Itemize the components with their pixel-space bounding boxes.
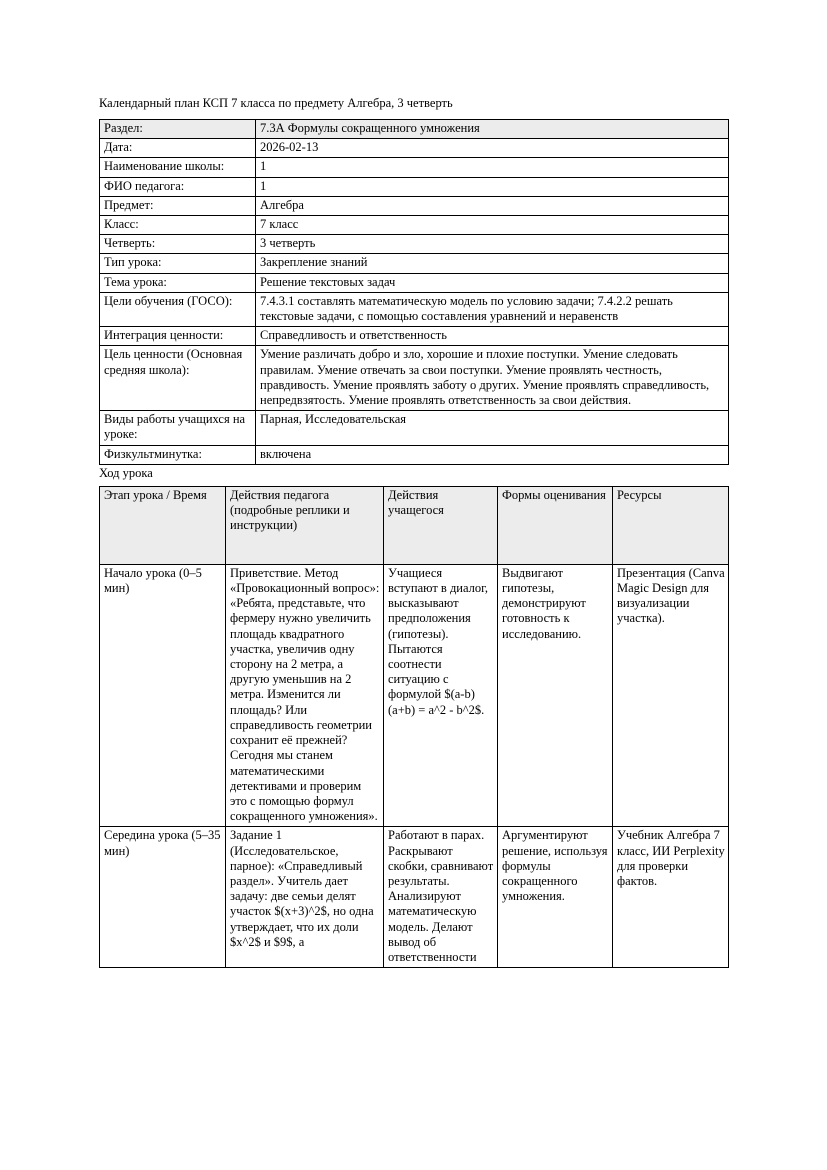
table-row	[100, 827, 729, 968]
cell-resources: Учебник Алгебра 7 класс, ИИ Perplexity для проверки фактов.	[613, 827, 729, 968]
info-label-cell: Физкультминутка:	[100, 445, 256, 464]
info-value-cell: Парная, Исследовательская	[256, 411, 729, 445]
column-header-assessment: Формы оценивания	[498, 486, 613, 564]
table-row	[100, 196, 729, 215]
info-label-cell: Цель ценности (Основная средняя школа):	[100, 346, 256, 411]
info-value-cell: Закрепление знаний	[256, 254, 729, 273]
info-value-cell: 7.4.3.1 составлять математическую модель по условию задачи; 7.4.2.2 решать текстовые задачи, с помощью составления уравнений и неравенств	[256, 292, 729, 326]
info-value-cell: 1	[256, 177, 729, 196]
table-row	[100, 158, 729, 177]
table-row	[100, 564, 729, 826]
column-header-stage: Этап урока / Время	[100, 486, 226, 564]
table-row	[100, 216, 729, 235]
cell-assessment: Выдвигают гипотезы, демонстрируют готовность к исследованию.	[498, 564, 613, 826]
info-label-cell: ФИО педагога:	[100, 177, 256, 196]
cell-stage: Начало урока (0–5 мин)	[100, 564, 226, 826]
info-label-cell: Наименование школы:	[100, 158, 256, 177]
info-label-cell: Класс:	[100, 216, 256, 235]
cell-teacher-actions: Задание 1 (Исследовательское, парное): «Справедливый раздел». Учитель дает задачу: две семьи делят участок $(x+3)^2$, но одна утверждает, что их доли $x^2$ и $9$, а	[226, 827, 384, 968]
table-row	[100, 177, 729, 196]
info-value-cell: 2026-02-13	[256, 139, 729, 158]
table-row	[100, 254, 729, 273]
info-value-cell: 7.3А Формулы сокращенного умножения	[256, 120, 729, 139]
cell-teacher-actions: Приветствие. Метод «Провокационный вопрос»: «Ребята, представьте, что фермеру нужно увеличить площадь квадратного участка, увеличив одну сторону на 2 метра, а другую уменьшив на 2 метра. Изменится ли площадь? Или справедливость геометрии сохранит её прежней? Сегодня мы станем математическими детективами и проверим это с помощью формул сокращенного умножения».	[226, 564, 384, 826]
table-row	[100, 273, 729, 292]
lesson-flow-heading: Ход урока	[99, 465, 153, 480]
flow-table-head	[100, 486, 729, 564]
info-label-cell: Тема урока:	[100, 273, 256, 292]
table-row	[100, 235, 729, 254]
cell-resources: Презентация (Canva Magic Design для визуализации участка).	[613, 564, 729, 826]
info-label-cell: Интеграция ценности:	[100, 327, 256, 346]
info-label-cell: Раздел:	[100, 120, 256, 139]
lesson-flow-table	[99, 486, 729, 968]
flow-table-body	[100, 564, 729, 967]
info-value-cell: 3 четверть	[256, 235, 729, 254]
cell-stage: Середина урока (5–35 мин)	[100, 827, 226, 968]
cell-student-actions: Работают в парах. Раскрывают скобки, сравнивают результаты. Анализируют математическую модель. Делают вывод об ответственности	[384, 827, 498, 968]
table-row	[100, 327, 729, 346]
info-label-cell: Предмет:	[100, 196, 256, 215]
table-row	[100, 139, 729, 158]
page-title: Календарный план КСП 7 класса по предмету Алгебра, 3 четверть	[99, 96, 453, 110]
info-value-cell: Умение различать добро и зло, хорошие и плохие поступки. Умение следовать правилам. Умение отвечать за свои поступки. Умение проявлять честность, правдивость. Умение проявлять заботу о других. Умение проявлять справедливость, непредвзятость. Умение проявлять ответственность за свои действия.	[256, 346, 729, 411]
info-label-cell: Дата:	[100, 139, 256, 158]
table-row	[100, 346, 729, 411]
column-header-resources: Ресурсы	[613, 486, 729, 564]
cell-student-actions: Учащиеся вступают в диалог, высказывают предположения (гипотезы). Пытаются соотнести ситуацию с формулой $(a-b)(a+b) = a^2 - b^2$.	[384, 564, 498, 826]
cell-assessment: Аргументируют решение, используя формулы сокращенного умножения.	[498, 827, 613, 968]
table-header-row	[100, 486, 729, 564]
info-value-cell: включена	[256, 445, 729, 464]
info-label-cell: Виды работы учащихся на уроке:	[100, 411, 256, 445]
table-row	[100, 292, 729, 326]
table-row	[100, 445, 729, 464]
info-value-cell: 7 класс	[256, 216, 729, 235]
table-row	[100, 120, 729, 139]
info-value-cell: Справедливость и ответственность	[256, 327, 729, 346]
info-value-cell: Алгебра	[256, 196, 729, 215]
lesson-info-table	[99, 119, 729, 465]
info-value-cell: 1	[256, 158, 729, 177]
info-value-cell: Решение текстовых задач	[256, 273, 729, 292]
info-label-cell: Цели обучения (ГОСО):	[100, 292, 256, 326]
info-label-cell: Тип урока:	[100, 254, 256, 273]
table-row	[100, 411, 729, 445]
column-header-teacher-actions: Действия педагога (подробные реплики и инструкции)	[226, 486, 384, 564]
info-label-cell: Четверть:	[100, 235, 256, 254]
column-header-student-actions: Действия учащегося	[384, 486, 498, 564]
info-table-body	[100, 120, 729, 465]
